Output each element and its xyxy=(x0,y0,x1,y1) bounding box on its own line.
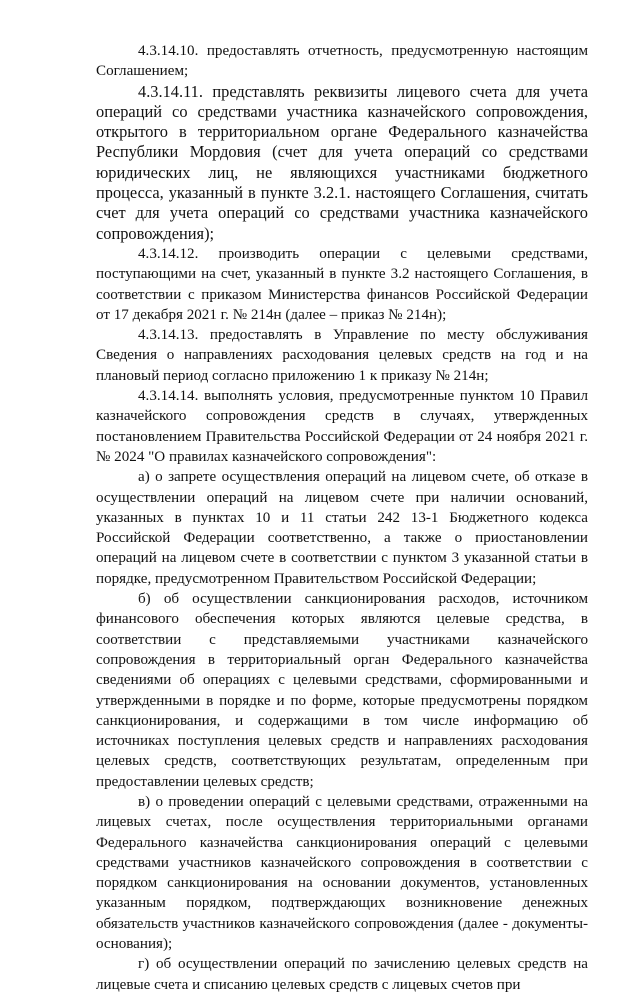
document-page xyxy=(96,41,588,995)
paragraph-item-v: в) о проведении операций с целевыми средствами, отраженными на лицевых счетах, после осуществления территориальными органами Федерального казначейства санкционирования операций с целевыми средствами участников казначейского сопровождения в соответствии с порядком санкционирования на основании документов, установленных указанным порядком, подтверждающих возникновение денежных обязательств участников казначейского сопровождения (далее - документы-основания); xyxy=(96,793,588,953)
paragraph-item-b: б) об осуществлении санкционирования расходов, источником финансового обеспечения которых являются целевые средства, в соответствии с представляемыми участниками казначейского сопровождения в территориальный орган Федерального казначейства сведениями об операциях с целевыми средствами, сформированными и утвержденными в порядке и по форме, которые предусмотрены порядком санкционирования, и содержащими в том числе информацию об источниках поступления целевых средств и направлениях расходования целевых средств, соответствующих результатам, определенным при предоставлении целевых средств; xyxy=(96,591,588,790)
paragraph-4-3-14-14: 4.3.14.14. выполнять условия, предусмотренные пунктом 10 Правил казначейского сопровождения средств в случаях, утвержденных постановлением Правительства Российской Федерации от 24 ноября 2021 г. № 2024 "О правилах казначейского сопровождения": xyxy=(96,388,588,465)
paragraph-4-3-14-10: 4.3.14.10. предоставлять отчетность, предусмотренную настоящим Соглашением; xyxy=(96,43,588,80)
paragraph-4-3-14-11: 4.3.14.11. представлять реквизиты лицевого счета для учета операций со средствами участника казначейского сопровождения, открытого в территориальном органе Федерального казначейства Республики Мордовия (счет для учета операций со средствами юридических лиц, не являющихся участниками бюджетного процесса, указанный в пункте 3.2.1. настоящего Соглашения, считать счет для учета операций со средствами участника казначейского сопровождения); xyxy=(96,81,588,243)
paragraph-item-a: а) о запрете осуществления операций на лицевом счете, об отказе в осуществлении операций на лицевом счете при наличии оснований, указанных в пунктах 10 и 11 статьи 242 13-1 Бюджетного кодекса Российской Федерации соответственно, а также о приостановлении операций на лицевом счете в соответствии с пунктом 3 указанной статьи в порядке, предусмотренном Правительством Российской Федерации; xyxy=(96,469,588,587)
paragraph-4-3-14-13: 4.3.14.13. предоставлять в Управление по месту обслуживания Сведения о направлениях расходования целевых средств на год и на плановый период согласно приложению 1 к приказу № 214н; xyxy=(96,327,588,384)
paragraph-4-3-14-12: 4.3.14.12. производить операции с целевыми средствами, поступающими на счет, указанный в пункте 3.2 настоящего Соглашения, в соответствии с приказом Министерства финансов Российской Федерации от 17 декабря 2021 г. № 214н (далее – приказ № 214н); xyxy=(96,245,588,323)
paragraph-item-g: г) об осуществлении операций по зачислению целевых средств на лицевые счета и списанию целевых средств с лицевых счетов при xyxy=(96,956,588,993)
